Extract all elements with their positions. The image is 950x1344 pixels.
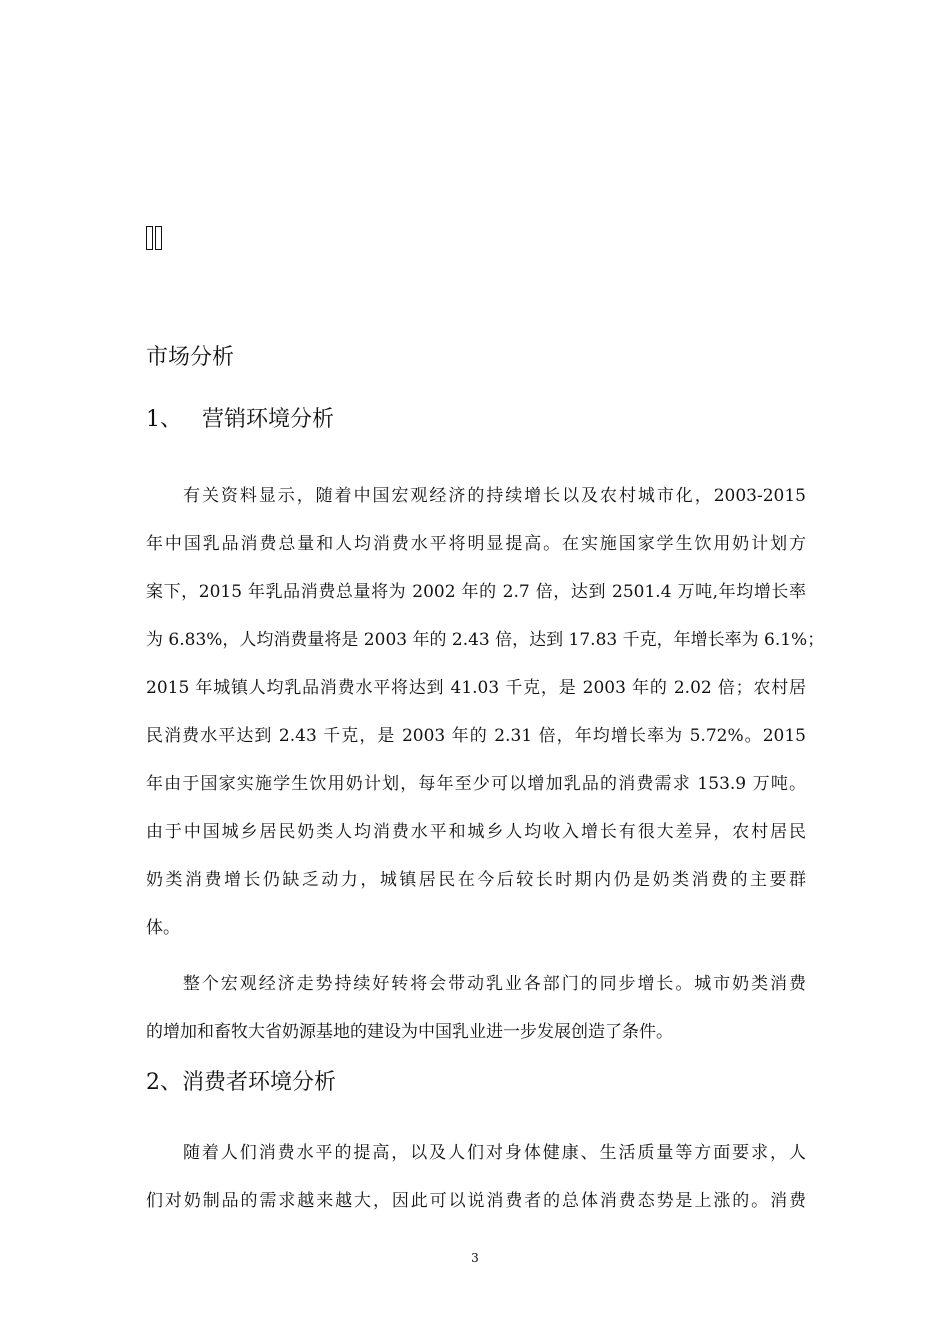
- paragraph-line: 整个宏观经济走势持续好转将会带动乳业各部门的同步增长。城市奶类消费: [183, 974, 806, 994]
- paragraph-line: 有关资料显示，随着中国宏观经济的持续增长以及农村城市化，2003-2015: [183, 486, 806, 506]
- section-1-title: 营销环境分析: [202, 407, 335, 432]
- paragraph-line: 为 6.83%，人均消费量将是 2003 年的 2.43 倍，达到 17.83 千克，年增长率为 6.1%；: [146, 630, 825, 650]
- heading-market-analysis: 市场分析: [146, 345, 235, 370]
- paragraph-line: 随着人们消费水平的提高，以及人们对身体健康、生活质量等方面要求，人: [183, 1143, 806, 1163]
- missing-glyph-boxes: [146, 226, 162, 250]
- paragraph-consumer-environment: [146, 1138, 806, 1234]
- missing-glyph-box: [146, 226, 153, 250]
- paragraph-line: 年中国乳品消费总量和人均消费水平将明显提高。在实施国家学生饮用奶计划方: [146, 534, 806, 554]
- page-number: 3: [471, 1251, 479, 1265]
- paragraph-macro-economy: [146, 969, 806, 1065]
- section-1-number: 1、: [146, 407, 182, 432]
- paragraph-line: 2015 年城镇人均乳品消费水平将达到 41.03 千克，是 2003 年的 2.02 倍；农村居: [146, 678, 806, 698]
- paragraph-line: 们对奶制品的需求越来越大，因此可以说消费者的总体消费态势是上涨的。消费: [146, 1191, 806, 1211]
- paragraph-line: 年由于国家实施学生饮用奶计划，每年至少可以增加乳品的消费需求 153.9 万吨。: [146, 774, 806, 794]
- paragraph-line: 的增加和畜牧大省奶源基地的建设为中国乳业进一步发展创造了条件。: [146, 1022, 673, 1042]
- heading-section-1: [146, 405, 334, 435]
- paragraph-line: 体。: [146, 918, 180, 938]
- paragraph-line: 由于中国城乡居民奶类人均消费水平和城乡人均收入增长有很大差异，农村居民: [146, 822, 806, 842]
- paragraph-line: 民消费水平达到 2.43 千克，是 2003 年的 2.31 倍，年均增长率为 5.72%。2015: [146, 726, 806, 746]
- missing-glyph-box: [155, 226, 162, 250]
- heading-section-2: 2、消费者环境分析: [146, 1070, 336, 1095]
- paragraph-line: 奶类消费增长仍缺乏动力，城镇居民在今后较长时期内仍是奶类消费的主要群: [146, 870, 806, 890]
- paragraph-market-environment: [146, 481, 825, 961]
- paragraph-line: 案下，2015 年乳品消费总量将为 2002 年的 2.7 倍，达到 2501.4 万吨,年均增长率: [146, 582, 806, 602]
